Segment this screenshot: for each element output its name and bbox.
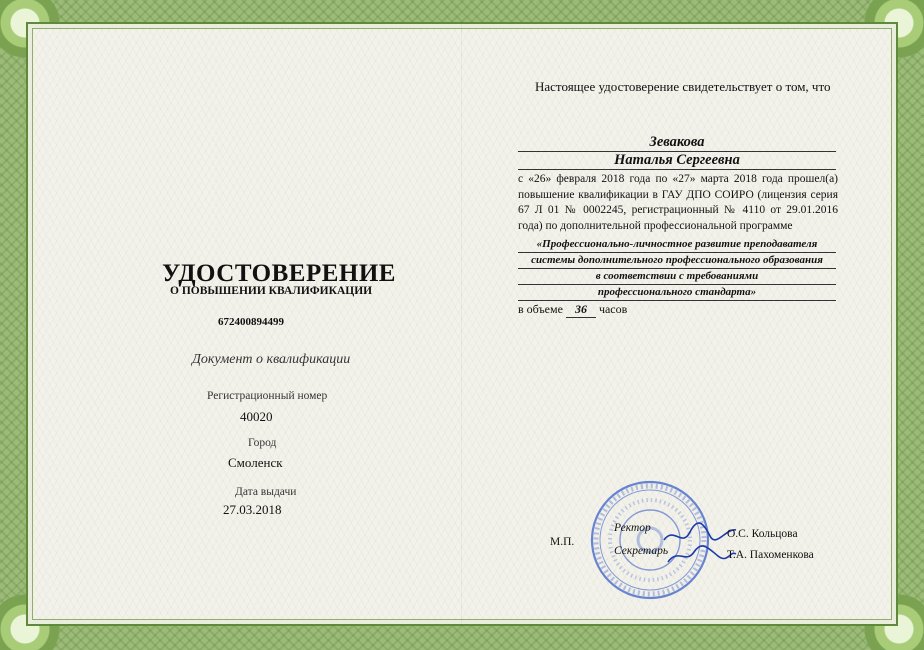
issue-date-label: Дата выдачи xyxy=(235,486,297,498)
training-description: с «26» февраля 2018 года по «27» марта 2018 года прошел(а) повышение квалификации в ГАУ ДПО СОИРО (лицензия серия 67 Л 01 № 0002245, регистрационный № 4110 от 29.01.2016 года) по дополнительной профессиональной программе xyxy=(518,173,838,232)
program-line: системы дополнительного профессионального образования xyxy=(518,252,836,269)
volume-suffix: часов xyxy=(598,302,628,316)
holder-surname: Зевакова xyxy=(518,134,836,152)
secretary-role: Секретарь xyxy=(614,545,669,557)
document-type: Документ о квалификации xyxy=(192,352,351,367)
certificate-title: УДОСТОВЕРЕНИЕ xyxy=(162,260,396,287)
registration-value: 40020 xyxy=(240,409,273,424)
holder-given-name: Наталья Сергеевна xyxy=(518,152,836,170)
seal-place-label: М.П. xyxy=(550,536,575,548)
volume-prefix: в объеме xyxy=(518,302,563,316)
city-value: Смоленск xyxy=(228,455,283,470)
page-fold xyxy=(461,22,462,626)
registration-label: Регистрационный номер xyxy=(207,390,328,402)
secretary-name: Т.А. Пахоменкова xyxy=(727,549,814,561)
issue-date-value: 27.03.2018 xyxy=(223,502,282,517)
volume-line xyxy=(518,302,627,318)
program-line: профессионального стандарта» xyxy=(518,284,836,301)
intro-text: Настоящее удостоверение свидетельствует о том, что xyxy=(535,79,831,94)
rector-role: Ректор xyxy=(614,522,651,534)
hours-value: 36 xyxy=(566,302,596,318)
program-line: «Профессионально-личностное развитие преподавателя xyxy=(518,236,836,253)
rector-name: О.С. Кольцова xyxy=(727,528,798,540)
program-line: в соответствии с требованиями xyxy=(518,268,836,285)
city-label: Город xyxy=(248,437,277,449)
certificate-subtitle: О ПОВЫШЕНИИ КВАЛИФИКАЦИИ xyxy=(170,285,373,297)
certificate-number: 672400894499 xyxy=(218,316,284,328)
